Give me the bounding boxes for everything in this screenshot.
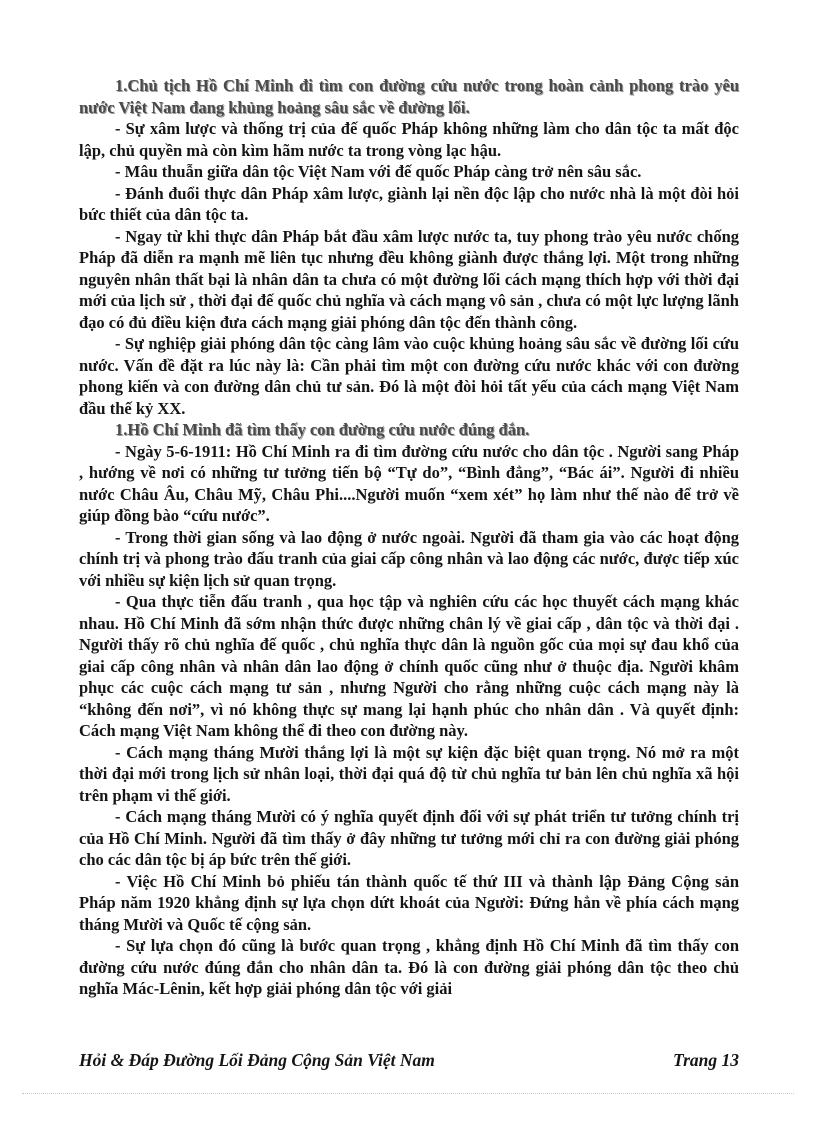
paragraph: - Cách mạng tháng Mười thắng lợi là một sự kiện đặc biệt quan trọng. Nó mở ra một thời đại mới trong lịch sử nhân loại, thời đại quá độ từ chủ nghĩa tư bản lên chủ nghĩa xã hội trên phạm vi thế giới. xyxy=(79,742,739,805)
paragraph: - Ngay từ khi thực dân Pháp bắt đầu xâm lược nước ta, tuy phong trào yêu nước chống Pháp đã diễn ra mạnh mẽ liên tục nhưng đều không giành được thắng lợi. Một trong những nguyên nhân thất bại là nhân dân ta chưa có một đường lối cách mạng thích hợp với thời đại mới của lịch sử , thời đại đế quốc chủ nghĩa và cách mạng vô sản , chưa có một lực lượng lãnh đạo có đủ điều kiện đưa cách mạng giải phóng dân tộc đến thành công. xyxy=(79,226,739,332)
page-bottom-divider xyxy=(22,1093,794,1094)
paragraph: - Cách mạng tháng Mười có ý nghĩa quyết định đối với sự phát triển tư tưởng chính trị của Hồ Chí Minh. Người đã tìm thấy ở đây những tư tưởng mới chỉ ra con đường giải phóng cho các dân tộc bị áp bức trên thế giới. xyxy=(79,807,739,869)
paragraph: - Sự xâm lược và thống trị của đế quốc Pháp không những làm cho dân tộc ta mất độc lập, chủ quyền mà còn kìm hãm nước ta trong vòng lạc hậu. xyxy=(79,119,739,160)
page-number: Trang 13 xyxy=(673,1050,739,1070)
paragraph: - Trong thời gian sống và lao động ở nước ngoài. Người đã tham gia vào các hoạt động chính trị và phong trào đấu tranh của giai cấp công nhân và lao động các nước, được tiếp xúc với nhiều sự kiện lịch sử quan trọng. xyxy=(79,527,739,590)
paragraph: - Đánh đuổi thực dân Pháp xâm lược, giành lại nền độc lập cho nước nhà là một đòi hỏi bức thiết của dân tộc ta. xyxy=(79,183,739,224)
paragraph: - Sự lựa chọn đó cũng là bước quan trọng , khẳng định Hồ Chí Minh đã tìm thấy con đường cứu nước đúng đắn cho nhân dân ta. Đó là con đường giải phóng dân tộc theo chủ nghĩa Mác-Lênin, kết hợp giải phóng dân tộc với giải xyxy=(79,936,739,998)
paragraph: - Qua thực tiễn đấu tranh , qua học tập và nghiên cứu các học thuyết cách mạng khác nhau. Hồ Chí Minh đã sớm nhận thức được những chân lý về giai cấp , dân tộc và thời đại . Người thấy rõ chủ nghĩa đế quốc , chủ nghĩa thực dân là nguồn gốc của mọi sự đau khổ của giai cấp công nhân và nhân dân lao động ở chính quốc cũng như ở thuộc địa. Người khâm phục các cuộc cách mạng tư sản , nhưng Người cho rằng những cuộc cách mạng này là “không đến nơi”, vì nó không thực sự mang lại hạnh phúc cho nhân dân . Và quyết định: Cách mạng Việt Nam không thể đi theo con đường này. xyxy=(79,592,739,740)
page-footer xyxy=(79,1050,739,1071)
document-body xyxy=(79,75,739,1000)
paragraph: - Sự nghiệp giải phóng dân tộc càng lâm vào cuộc khủng hoảng sâu sắc về đường lối cứu nước. Vấn đề đặt ra lúc này là: Cần phải tìm một con đường cứu nước khác với con đường phong kiến và con đường dân chủ tư sản. Đó là một đòi hỏi tất yếu của cách mạng Việt Nam đầu thế kỷ XX. xyxy=(79,334,739,418)
footer-title: Hỏi & Đáp Đường Lối Đảng Cộng Sản Việt Nam xyxy=(79,1050,435,1070)
paragraph: - Ngày 5-6-1911: Hồ Chí Minh ra đi tìm đường cứu nước cho dân tộc . Người sang Pháp , hướng về nơi có những tư tưởng tiến bộ “Tự do”, “Bình đẳng”, “Bác ái”. Người đi nhiều nước Châu Âu, Châu Mỹ, Châu Phi....Người muốn “xem xét” họ làm như thế nào để trở về giúp đồng bào “cứu nước”. xyxy=(79,441,739,525)
section-heading-2: 1.Hồ Chí Minh đã tìm thấy con đường cứu nước đúng đắn. xyxy=(115,420,530,439)
section-heading-1: 1.Chủ tịch Hồ Chí Minh đi tìm con đường cứu nước trong hoàn cảnh phong trào yêu nước Việt Nam đang khủng hoảng sâu sắc về đường lối. xyxy=(79,76,739,117)
paragraph: - Mâu thuẫn giữa dân tộc Việt Nam với đế quốc Pháp càng trở nên sâu sắc. xyxy=(115,162,642,181)
paragraph: - Việc Hồ Chí Minh bỏ phiếu tán thành quốc tế thứ III và thành lập Đảng Cộng sản Pháp năm 1920 khẳng định sự lựa chọn dứt khoát của Người: Đứng hẳn về phía cách mạng tháng Mười và Quốc tế cộng sản. xyxy=(79,871,739,934)
